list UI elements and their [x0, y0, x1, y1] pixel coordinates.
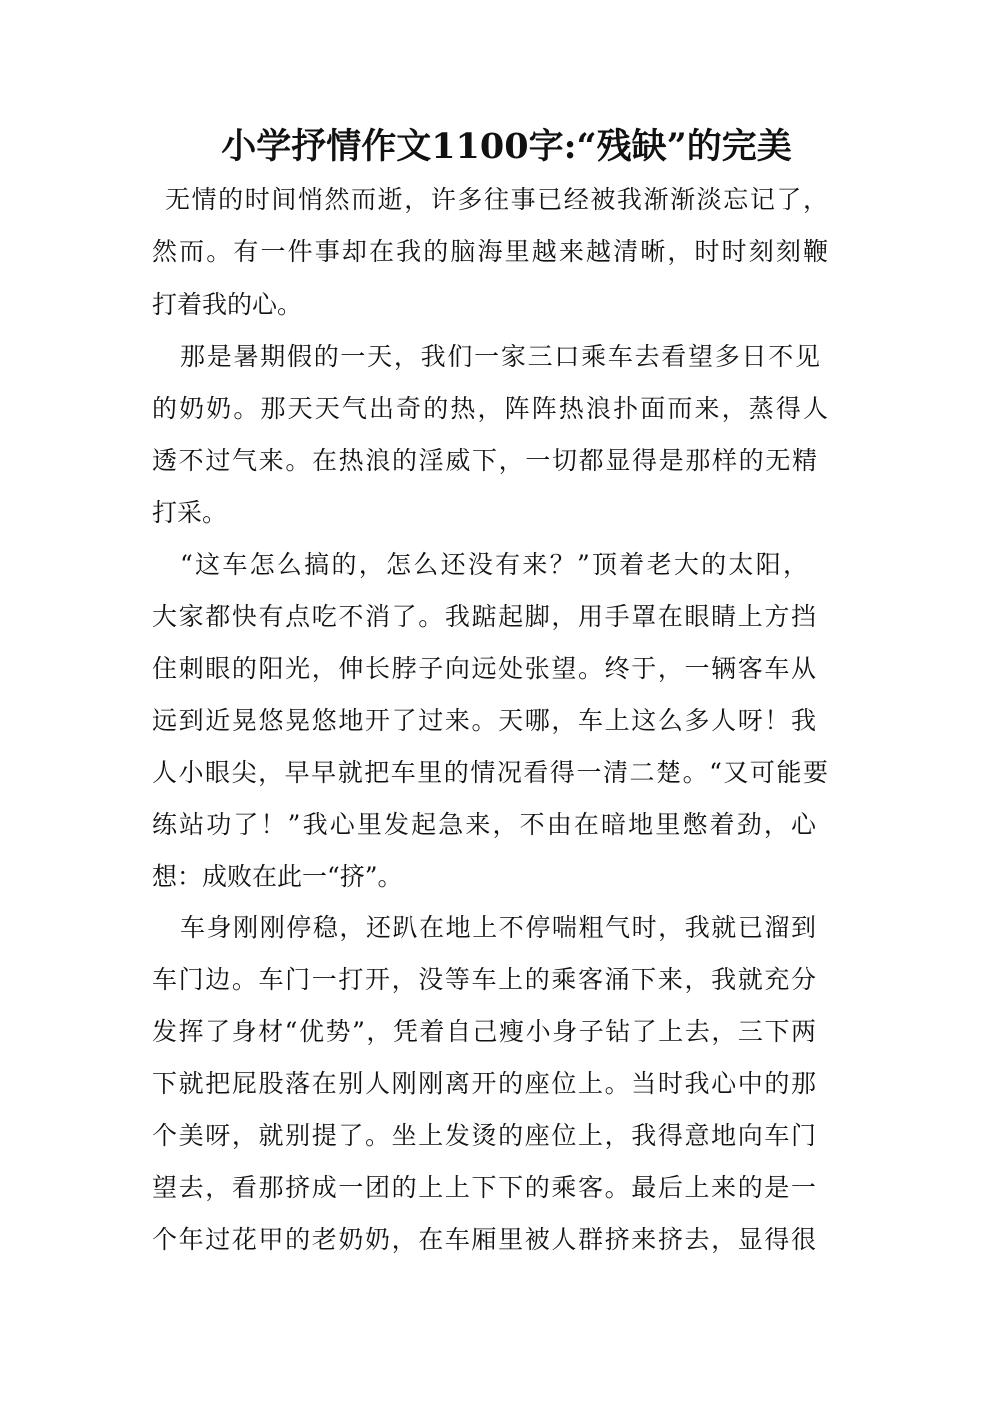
text-line: 大家都快有点吃不消了。我踮起脚，用手罩在眼睛上方挡	[152, 602, 816, 631]
text-line: 车身刚刚停稳，还趴在地上不停喘粗气时，我就已溜到	[180, 913, 816, 942]
document-title: 小学抒情作文1100字:“残缺”的完美	[221, 126, 792, 167]
text-line: 打采。	[152, 498, 228, 527]
text-line: 然而。有一件事却在我的脑海里越来越清晰，时时刻刻鞭	[152, 237, 828, 266]
text-line: 透不过气来。在热浪的淫威下，一切都显得是那样的无精	[152, 446, 817, 475]
text-line: 车门边。车门一打开，没等车上的乘客涌下来，我就充分	[152, 965, 816, 994]
text-line: 住刺眼的阳光，伸长脖子向远处张望。终于，一辆客车从	[152, 654, 816, 683]
text-line: 打着我的心。	[152, 290, 303, 319]
text-line: 发挥了身材“优势”，凭着自己瘦小身子钻了上去，三下两	[152, 1017, 816, 1046]
text-line: 练站功了！”我心里发起急来，不由在暗地里憋着劲，心	[152, 810, 816, 839]
text-line: 人小眼尖，早早就把车里的情况看得一清二楚。“又可能要	[152, 758, 828, 787]
text-line: 远到近晃悠晃悠地开了过来。天哪，车上这么多人呀！我	[152, 706, 816, 735]
text-line: 个年过花甲的老奶奶，在车厢里被人群挤来挤去，显得很	[152, 1225, 816, 1254]
text-line: “这车怎么搞的，怎么还没有来？”顶着老大的太阳，	[180, 550, 808, 579]
text-line: 望去，看那挤成一团的上上下下的乘客。最后上来的是一	[152, 1173, 816, 1202]
text-line: 无情的时间悄然而逝，许多往事已经被我渐渐淡忘记了，	[165, 185, 828, 214]
text-line: 个美呀，就别提了。坐上发烫的座位上，我得意地向车门	[152, 1121, 816, 1150]
text-line: 下就把屁股落在别人刚刚离开的座位上。当时我心中的那	[152, 1069, 816, 1098]
text-line: 那是暑期假的一天，我们一家三口乘车去看望多日不见	[180, 342, 820, 371]
text-line: 的奶奶。那天天气出奇的热，阵阵热浪扑面而来，蒸得人	[152, 394, 828, 423]
text-line: 想：成败在此一“挤”。	[152, 862, 403, 891]
